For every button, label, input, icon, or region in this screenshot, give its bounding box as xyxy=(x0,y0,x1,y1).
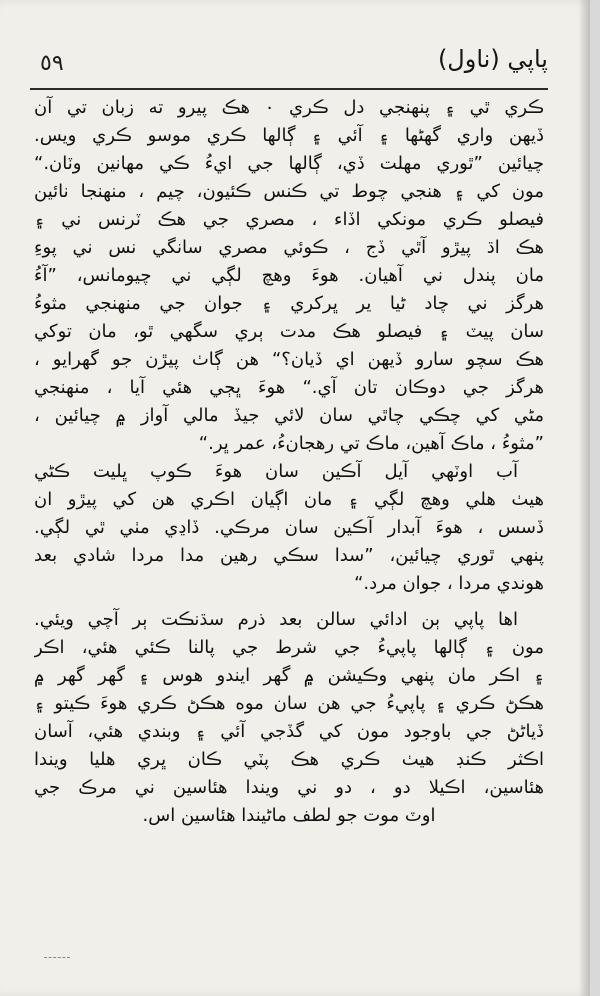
text-line: هڪڻ ڪري ۽ پاپيءُ جي هن سان موه هڪڻ ڪري هوءَ ڪيتو ۽ xyxy=(34,693,544,714)
text-line: مون کي ۽ هنجي چوط تي ڪنس ڪئيون، چيم ، منهنجا نائين xyxy=(34,181,544,202)
page-smudge xyxy=(44,949,70,958)
text-line: ڪري ٿي ۽ پنهنجي دل ڪري ٠ هڪ پيرو ته زبان تي آن xyxy=(34,97,544,118)
text-line: ”مثوءُ ، ماڪ آهين، ماڪ تي رهجانءُ، عمر ڀر.“ xyxy=(198,433,544,454)
text-line: اوٽ موت جو لطف ماڻيندا هئاسين اس. xyxy=(142,805,436,826)
text-line: ڏيهن واري گهڻها ۽ آئي ۽ ڳالها ڪري موسو ڪري ويس. xyxy=(34,125,544,146)
text-line: آب اوٽهي آيل آڪين سان هوءَ ڪوپ ڀليت ڪڻي xyxy=(34,461,518,482)
text-line: هوندي مردا ، جوان مرد.“ xyxy=(354,573,544,594)
text-line: پنهي ٿوري چيائين، ”سدا سڪي رهين مدا مردا شادي بعد xyxy=(34,545,544,566)
page-header xyxy=(30,45,548,85)
body-text xyxy=(34,94,544,964)
text-line: ڏياڻڻ جي باوجود مون کي گڏجي آئي ۽ وبندي هئي، آسان xyxy=(34,721,544,742)
text-line: مون ۽ ڳالها پاپيءُ جي شرط جي پالنا ڪئي هئي، اڪر xyxy=(34,637,544,658)
running-title: پاپي (ناول) xyxy=(437,45,548,73)
text-line: مان پندل ني آهيان. هوءَ وهچ لڳي ني چيومانس، ”آءُ xyxy=(34,265,544,286)
text-line: چيائين ”ٿوري مهلت ڏي، ڳالها جي ايءُ ڪي مهانين وٽان.“ xyxy=(34,153,544,174)
text-line: اڪثر ڪنڊ هيٺ ڪري هڪ پٽي ڪان ڀري هليا ويندا xyxy=(34,749,544,770)
text-line: هڪ سچو سارو ڏيهن اي ڏيان؟“ هن ڳاٺ پيڙن جو گهرايو ، xyxy=(34,349,544,370)
text-line: هيٺ هلي وهچ لڳي ۽ مان اڳيان اڪري هن کي پيڙو ان xyxy=(34,489,544,510)
page-number: ٥٩ xyxy=(40,51,64,76)
text-line: هرگز ني چاد ڻيا ير ڀرکري ۽ جوان جي منهنجي مثوءُ xyxy=(34,293,544,314)
header-rule xyxy=(30,88,548,90)
text-line: ڏسس ، هوءَ آبدار آڪين سان مرڪي. ڏاڍي مٺي ٿي لڳي. xyxy=(34,517,544,538)
text-line: هرگز جي دوڪان تان آي.“ هوءَ ڀڄي هئي آيا ، منهنجي xyxy=(34,377,544,398)
text-line: هئاسين، اڪيلا دو ، دو ني ويندا هئاسين ني مرڪ جي xyxy=(34,777,544,798)
page-edge-shadow xyxy=(580,0,590,996)
text-line: ۽ اڪر مان پنهي وڪيشن ۾ گهر ايندو هوس ۽ گهر گهر ۾ xyxy=(34,665,544,686)
text-line: فيصلو ڪري مونکي اڏاء ، مصري جي هڪ ٽرنس ني ۽ xyxy=(34,209,544,230)
text-line: هڪ اڌ پيڙو آٿي ڏج ، ڪوئي مصري سانگي نس ني پوءِ xyxy=(34,237,544,258)
text-line: سان پيٽ ۽ فيصلو هڪ مدت ٻري سگهي ٿو، مان توکي xyxy=(34,321,544,342)
text-line: اها پاپي ٻن ادائي سالن بعد ذرم سڌنڪت ٻر آچي ويئي. xyxy=(34,609,518,630)
text-line: مڻي کي چڪي چاٿي سان لائي جيڏ مالي آواز ۾ چيائين ، xyxy=(34,405,544,426)
